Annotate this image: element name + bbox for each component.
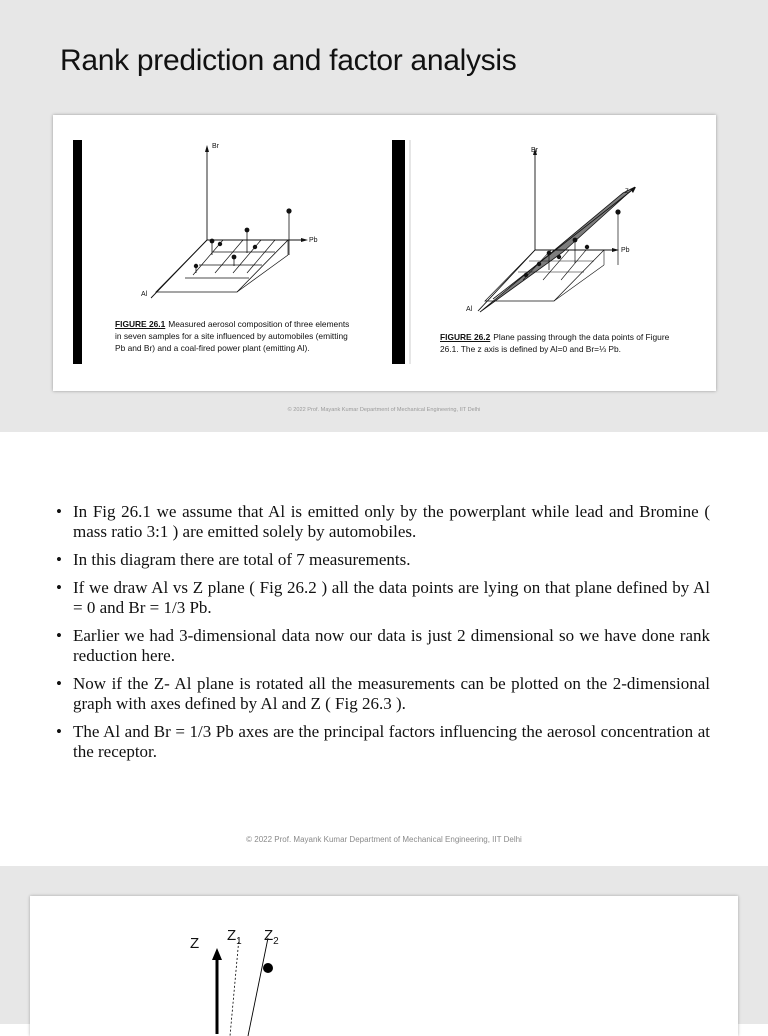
figure3-data-point bbox=[263, 963, 273, 973]
figure1-black-bar bbox=[73, 140, 82, 364]
figure2-point bbox=[547, 251, 552, 256]
slide2-footer: © 2022 Prof. Mayank Kumar Department of Mechanical Engineering, IIT Delhi bbox=[246, 835, 522, 844]
figure1-br-label: Br bbox=[212, 143, 219, 150]
figure2-z-label: Z bbox=[625, 189, 629, 195]
figure3-z2-label: $Z_2$ bbox=[264, 927, 279, 947]
figure3-z2-axis bbox=[248, 938, 268, 1036]
figure1-data-points bbox=[194, 208, 292, 268]
figure2-pb-label: Pb bbox=[621, 247, 630, 254]
figure1-point bbox=[245, 228, 250, 233]
figure3-panel bbox=[30, 896, 738, 1036]
figure1-point bbox=[210, 239, 215, 244]
figure1-caption bbox=[115, 318, 355, 354]
figure1-al-label: Al bbox=[141, 291, 148, 298]
figure2-diagram bbox=[466, 147, 636, 313]
figure3-z1-axis bbox=[230, 938, 239, 1036]
slide-title: Rank prediction and factor analysis bbox=[60, 44, 517, 77]
bullet-item: • In this diagram there are total of 7 measurements. bbox=[56, 550, 710, 570]
bullet-item: • Earlier we had 3-dimensional data now our data is just 2 dimensional so we have done rank reduction here. bbox=[56, 626, 710, 666]
figure1-point bbox=[253, 245, 257, 249]
slide-bullets bbox=[0, 432, 768, 866]
figure2-point bbox=[524, 273, 528, 277]
slide1-footer: © 2022 Prof. Mayank Kumar Department of Mechanical Engineering, IIT Delhi bbox=[287, 407, 481, 413]
figure2-black-bar bbox=[392, 140, 405, 364]
figure1-point bbox=[194, 264, 198, 268]
figure2-point bbox=[585, 245, 589, 249]
bullet-item: • In Fig 26.1 we assume that Al is emitted only by the powerplant while lead and Bromine ( mass ratio 3:1 ) are emitted solely by automobiles. bbox=[56, 502, 710, 542]
figure1-point bbox=[218, 242, 222, 246]
figure2-caption-label: FIGURE 26.2 bbox=[440, 332, 491, 342]
figure2-point bbox=[615, 209, 620, 214]
bullet-item: • The Al and Br = 1/3 Pb axes are the principal factors influencing the aerosol concentration at the receptor. bbox=[56, 722, 710, 762]
figure2-point bbox=[537, 262, 541, 266]
figure3-z1-label: $Z_1$ bbox=[227, 927, 242, 947]
figure1-diagram bbox=[151, 145, 308, 298]
bullet-list bbox=[56, 502, 710, 770]
figure1-caption-label: FIGURE 26.1 bbox=[115, 319, 166, 329]
figure-panel bbox=[53, 115, 716, 391]
figure3-svg bbox=[30, 896, 738, 1036]
figure2-br-label: Br bbox=[531, 147, 538, 154]
figure2-caption-text: Plane passing through the data points of Figure 26.1. The z axis is defined by Al=0 and Br=⅓ Pb. bbox=[440, 332, 670, 354]
figure2-al-label: Al bbox=[466, 306, 473, 313]
bullet-item: • If we draw Al vs Z plane ( Fig 26.2 ) all the data points are lying on that plane defined by Al = 0 and Br = 1/3 Pb. bbox=[56, 578, 710, 618]
figure2-point bbox=[573, 238, 578, 243]
figure2-caption bbox=[440, 331, 690, 355]
figure1-point bbox=[232, 255, 237, 260]
figure1-pb-label: Pb bbox=[309, 237, 318, 244]
figure3-z-label: Z bbox=[190, 935, 200, 952]
slide-figure-26-3 bbox=[0, 866, 768, 1024]
figure3-z-arrow bbox=[212, 948, 222, 960]
bullet-item: • Now if the Z- Al plane is rotated all the measurements can be plotted on the 2-dimensional graph with axes defined by Al and Z ( Fig 26.3 ). bbox=[56, 674, 710, 714]
figure1-caption-text: Measured aerosol composition of three elements in seven samples for a site influenced by automobiles (emitting Pb and Br) and a coal-fired power plant (emitting Al). bbox=[115, 319, 350, 353]
figure1-point bbox=[286, 208, 291, 213]
slide-rank-prediction bbox=[0, 0, 768, 432]
figure2-point bbox=[557, 255, 561, 259]
figure2-z-axis bbox=[493, 191, 631, 299]
